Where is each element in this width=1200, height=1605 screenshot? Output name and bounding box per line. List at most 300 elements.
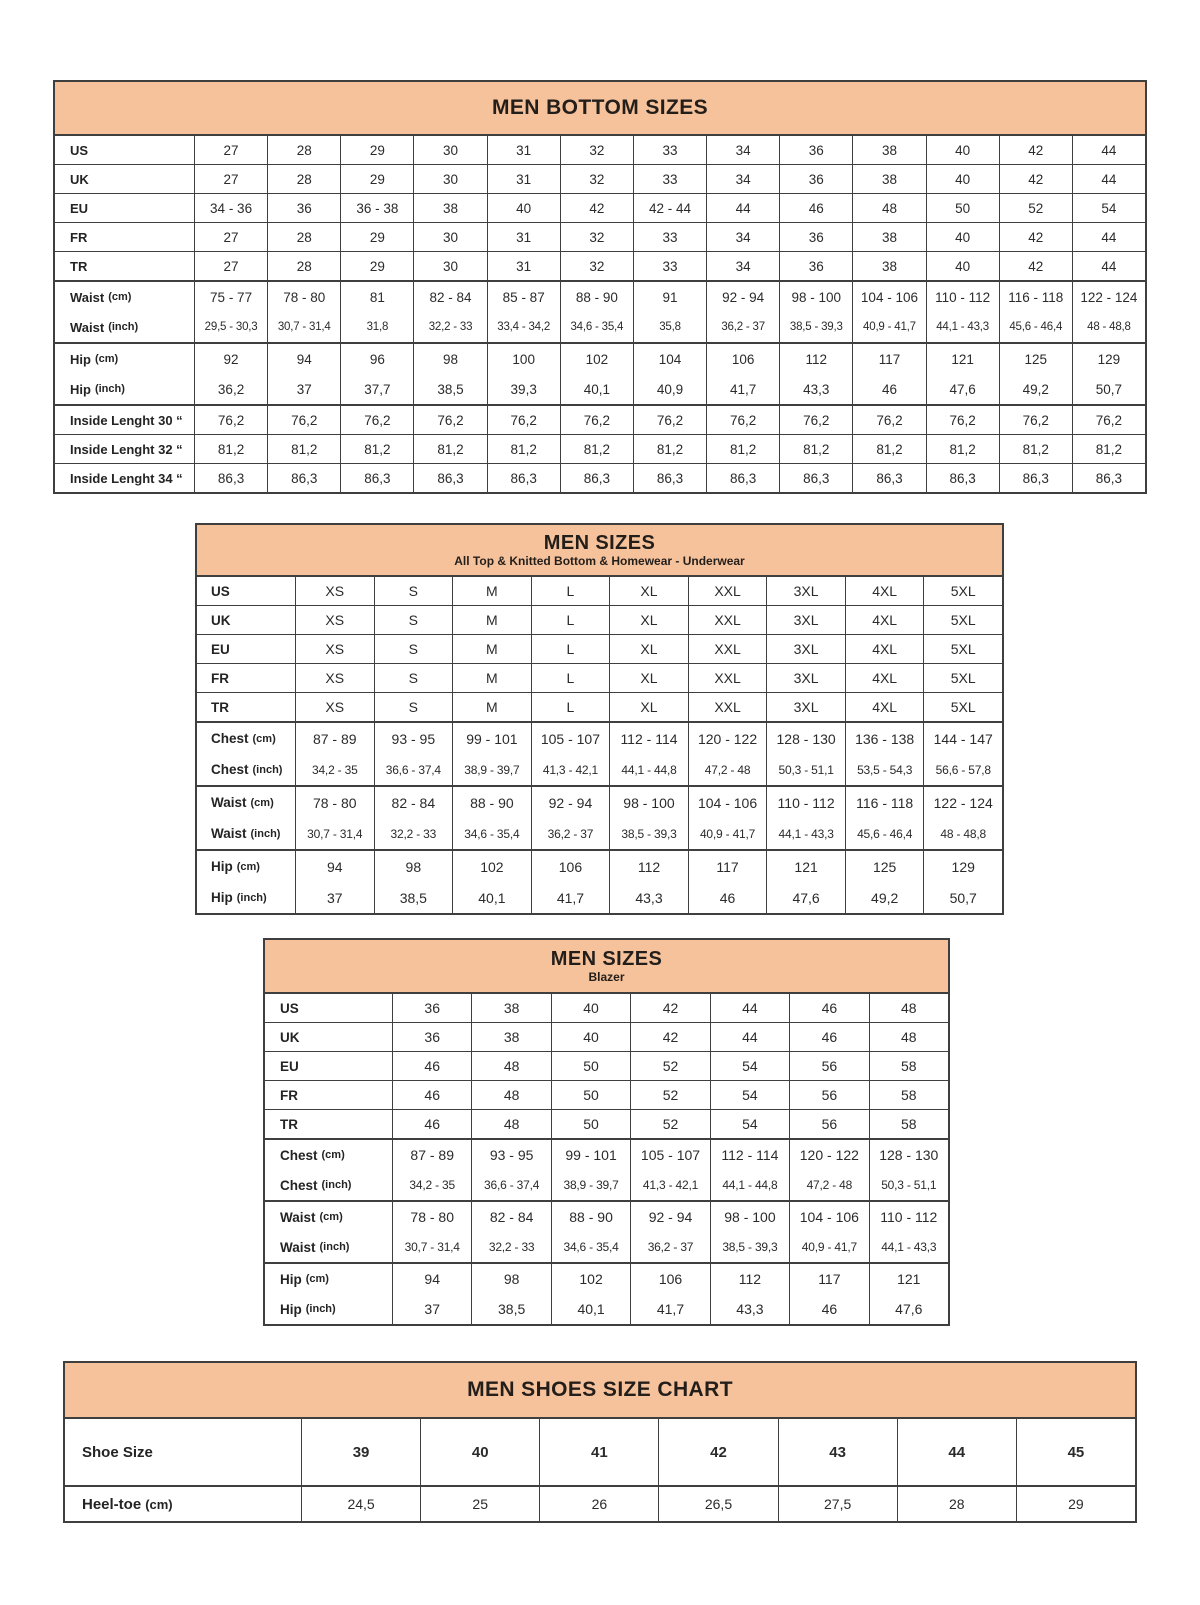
value-cell: 40,1 bbox=[551, 1294, 630, 1324]
value-cell: 125 bbox=[999, 344, 1072, 374]
value-cell: 125 bbox=[845, 851, 924, 882]
value-cell: L bbox=[531, 606, 610, 634]
value-cell: 5XL bbox=[923, 635, 1002, 663]
value-cell: 86,3 bbox=[779, 464, 852, 492]
value-cell: 44 bbox=[710, 1023, 789, 1051]
value-cell: 46 bbox=[392, 1081, 471, 1109]
value-cell: 34 bbox=[706, 136, 779, 164]
value-cell: 86,3 bbox=[1072, 464, 1145, 492]
value-cell: 105 - 107 bbox=[630, 1140, 709, 1170]
value-cell: 44 bbox=[1072, 223, 1145, 251]
value-cell: 33 bbox=[633, 165, 706, 193]
value-cell: 33 bbox=[633, 223, 706, 251]
value-cell: 86,3 bbox=[852, 464, 925, 492]
value-cell: 121 bbox=[926, 344, 999, 374]
value-cell: 31,8 bbox=[340, 312, 413, 342]
value-cell: 3XL bbox=[766, 693, 845, 721]
value-cell: 86,3 bbox=[706, 464, 779, 492]
value-cell: 48 - 48,8 bbox=[1072, 312, 1145, 342]
table-row bbox=[197, 723, 1002, 754]
value-cell: 46 bbox=[789, 994, 868, 1022]
value-cell: 98 bbox=[413, 344, 486, 374]
value-cell: 48 bbox=[852, 194, 925, 222]
value-cell: 104 - 106 bbox=[789, 1202, 868, 1232]
row-label bbox=[197, 818, 295, 849]
value-cell: 44,1 - 43,3 bbox=[766, 818, 845, 849]
value-cell: 106 bbox=[630, 1264, 709, 1294]
value-cell: 38 bbox=[852, 165, 925, 193]
value-cell: 40 bbox=[487, 194, 560, 222]
row-label bbox=[55, 282, 194, 312]
value-cell: 49,2 bbox=[845, 882, 924, 913]
value-cell: 36,2 - 37 bbox=[630, 1232, 709, 1262]
value-cell: 92 bbox=[194, 344, 267, 374]
row-label-text: Waist bbox=[70, 319, 105, 335]
value-cell: 5XL bbox=[923, 693, 1002, 721]
value-cell: 40 bbox=[420, 1419, 539, 1485]
row-label bbox=[65, 1419, 301, 1485]
value-cell: 99 - 101 bbox=[551, 1140, 630, 1170]
row-label bbox=[197, 882, 295, 913]
value-cell: 38,5 bbox=[413, 374, 486, 404]
value-cell: 43,3 bbox=[609, 882, 688, 913]
row-label-text: US bbox=[211, 583, 230, 599]
value-cell: 104 - 106 bbox=[688, 787, 767, 818]
table-body bbox=[55, 136, 1145, 492]
value-cell: 25 bbox=[420, 1487, 539, 1521]
value-cell: 34 bbox=[706, 252, 779, 280]
table-row bbox=[55, 344, 1145, 374]
value-cell: 4XL bbox=[845, 693, 924, 721]
row-label-text: Waist bbox=[211, 795, 247, 810]
value-cell: L bbox=[531, 693, 610, 721]
table-row bbox=[55, 222, 1145, 251]
value-cell: 58 bbox=[869, 1081, 948, 1109]
value-cell: 92 - 94 bbox=[706, 282, 779, 312]
value-cell: 36 bbox=[779, 136, 852, 164]
value-cell: 34,2 - 35 bbox=[295, 754, 374, 785]
row-label bbox=[265, 994, 392, 1022]
value-cell: 76,2 bbox=[779, 406, 852, 434]
value-cell: 36 - 38 bbox=[340, 194, 413, 222]
table-section bbox=[265, 1200, 948, 1262]
row-label-text: Chest bbox=[211, 731, 249, 746]
row-label-text: Hip bbox=[211, 859, 233, 874]
value-cell: 30 bbox=[413, 165, 486, 193]
row-label-text: UK bbox=[211, 612, 231, 628]
value-cell: 30,7 - 31,4 bbox=[392, 1232, 471, 1262]
value-cell: 52 bbox=[999, 194, 1072, 222]
value-cell: 50 bbox=[551, 1110, 630, 1138]
value-cell: 47,2 - 48 bbox=[789, 1170, 868, 1200]
value-cell: 39 bbox=[301, 1419, 420, 1485]
value-cell: 47,6 bbox=[766, 882, 845, 913]
value-cell: 32,2 - 33 bbox=[413, 312, 486, 342]
value-cell: 56,6 - 57,8 bbox=[923, 754, 1002, 785]
table-header bbox=[265, 940, 948, 994]
row-label bbox=[55, 344, 194, 374]
table-row bbox=[265, 1264, 948, 1294]
value-cell: 86,3 bbox=[487, 464, 560, 492]
row-label bbox=[55, 435, 194, 463]
row-label-unit: (cm) bbox=[250, 796, 274, 809]
table-subtitle: All Top & Knitted Bottom & Homewear - Underwear bbox=[454, 553, 745, 568]
value-cell: 56 bbox=[789, 1081, 868, 1109]
row-label bbox=[55, 252, 194, 280]
value-cell: 40,9 - 41,7 bbox=[688, 818, 767, 849]
value-cell: 81,2 bbox=[194, 435, 267, 463]
table-row bbox=[55, 434, 1145, 463]
row-label-text: Hip bbox=[280, 1271, 302, 1287]
table-row bbox=[265, 1170, 948, 1200]
table-title: MEN SHOES SIZE CHART bbox=[467, 1377, 733, 1401]
value-cell: 42 bbox=[999, 136, 1072, 164]
value-cell: 38,9 - 39,7 bbox=[452, 754, 531, 785]
value-cell: 42 bbox=[999, 165, 1072, 193]
value-cell: 30,7 - 31,4 bbox=[295, 818, 374, 849]
row-label bbox=[265, 1264, 392, 1294]
value-cell: 50,7 bbox=[923, 882, 1002, 913]
value-cell: 98 bbox=[471, 1264, 550, 1294]
row-label-unit: (inch) bbox=[321, 1179, 352, 1191]
table-row bbox=[65, 1487, 1135, 1521]
value-cell: 48 bbox=[869, 1023, 948, 1051]
value-cell: 36 bbox=[392, 994, 471, 1022]
row-label-text: FR bbox=[280, 1087, 298, 1103]
value-cell: 47,6 bbox=[926, 374, 999, 404]
value-cell: 112 bbox=[710, 1264, 789, 1294]
value-cell: 3XL bbox=[766, 635, 845, 663]
value-cell: XL bbox=[609, 693, 688, 721]
value-cell: 38 bbox=[852, 136, 925, 164]
value-cell: 27 bbox=[194, 223, 267, 251]
value-cell: 88 - 90 bbox=[551, 1202, 630, 1232]
value-cell: 105 - 107 bbox=[531, 723, 610, 754]
value-cell: 98 - 100 bbox=[779, 282, 852, 312]
value-cell: 31 bbox=[487, 165, 560, 193]
value-cell: 76,2 bbox=[999, 406, 1072, 434]
row-label-unit: (inch) bbox=[236, 891, 267, 904]
value-cell: 82 - 84 bbox=[413, 282, 486, 312]
value-cell: 86,3 bbox=[267, 464, 340, 492]
value-cell: 52 bbox=[630, 1081, 709, 1109]
value-cell: 47,6 bbox=[869, 1294, 948, 1324]
row-label bbox=[55, 136, 194, 164]
value-cell: 3XL bbox=[766, 664, 845, 692]
value-cell: 110 - 112 bbox=[869, 1202, 948, 1232]
value-cell: 128 - 130 bbox=[869, 1140, 948, 1170]
row-label-text: Shoe Size bbox=[82, 1443, 153, 1461]
value-cell: 26,5 bbox=[658, 1487, 777, 1521]
row-label-text: EU bbox=[211, 641, 230, 657]
value-cell: 41,7 bbox=[706, 374, 779, 404]
value-cell: 28 bbox=[267, 252, 340, 280]
value-cell: 100 bbox=[487, 344, 560, 374]
value-cell: 34 - 36 bbox=[194, 194, 267, 222]
value-cell: 98 - 100 bbox=[710, 1202, 789, 1232]
value-cell: 34,6 - 35,4 bbox=[560, 312, 633, 342]
value-cell: 76,2 bbox=[413, 406, 486, 434]
value-cell: 81,2 bbox=[999, 435, 1072, 463]
row-label-text: Hip bbox=[70, 381, 91, 397]
value-cell: 42 bbox=[630, 994, 709, 1022]
value-cell: 54 bbox=[710, 1052, 789, 1080]
value-cell: 29,5 - 30,3 bbox=[194, 312, 267, 342]
value-cell: 106 bbox=[706, 344, 779, 374]
value-cell: 38 bbox=[471, 994, 550, 1022]
value-cell: 81,2 bbox=[633, 435, 706, 463]
value-cell: 46 bbox=[392, 1052, 471, 1080]
value-cell: 56 bbox=[789, 1052, 868, 1080]
table-section bbox=[65, 1419, 1135, 1485]
value-cell: 88 - 90 bbox=[560, 282, 633, 312]
value-cell: 31 bbox=[487, 136, 560, 164]
value-cell: 136 - 138 bbox=[845, 723, 924, 754]
value-cell: 33 bbox=[633, 136, 706, 164]
value-cell: 93 - 95 bbox=[471, 1140, 550, 1170]
value-cell: 38 bbox=[471, 1023, 550, 1051]
value-cell: 46 bbox=[852, 374, 925, 404]
row-label bbox=[55, 194, 194, 222]
value-cell: 50,3 - 51,1 bbox=[869, 1170, 948, 1200]
table-row bbox=[197, 692, 1002, 721]
value-cell: 41,3 - 42,1 bbox=[630, 1170, 709, 1200]
value-cell: 44 bbox=[1072, 136, 1145, 164]
value-cell: 104 - 106 bbox=[852, 282, 925, 312]
value-cell: 122 - 124 bbox=[923, 787, 1002, 818]
value-cell: 32 bbox=[560, 252, 633, 280]
value-cell: 36,2 - 37 bbox=[531, 818, 610, 849]
value-cell: S bbox=[374, 664, 453, 692]
men-sizes-tops-table bbox=[195, 523, 1004, 915]
value-cell: 38,5 bbox=[374, 882, 453, 913]
value-cell: 33,4 - 34,2 bbox=[487, 312, 560, 342]
row-label bbox=[265, 1170, 392, 1200]
row-label-text: Hip bbox=[70, 351, 91, 367]
value-cell: 27 bbox=[194, 252, 267, 280]
value-cell: 40,9 bbox=[633, 374, 706, 404]
value-cell: XS bbox=[295, 693, 374, 721]
value-cell: 102 bbox=[551, 1264, 630, 1294]
value-cell: 46 bbox=[789, 1023, 868, 1051]
table-row bbox=[55, 312, 1145, 342]
row-label-unit: (inch) bbox=[94, 383, 125, 395]
row-label bbox=[55, 165, 194, 193]
row-label bbox=[197, 664, 295, 692]
row-label-unit: (cm) bbox=[252, 732, 276, 745]
value-cell: 34,2 - 35 bbox=[392, 1170, 471, 1200]
value-cell: 30 bbox=[413, 136, 486, 164]
value-cell: 94 bbox=[267, 344, 340, 374]
value-cell: 29 bbox=[340, 252, 413, 280]
value-cell: 3XL bbox=[766, 577, 845, 605]
row-label-text: Waist bbox=[280, 1209, 316, 1225]
value-cell: 28 bbox=[897, 1487, 1016, 1521]
value-cell: 52 bbox=[630, 1052, 709, 1080]
table-row bbox=[197, 663, 1002, 692]
value-cell: 58 bbox=[869, 1052, 948, 1080]
value-cell: 86,3 bbox=[413, 464, 486, 492]
value-cell: 98 - 100 bbox=[609, 787, 688, 818]
table-row bbox=[265, 994, 948, 1022]
row-label-unit: (inch) bbox=[319, 1241, 350, 1253]
men-sizes-blazer-table bbox=[263, 938, 950, 1326]
value-cell: 75 - 77 bbox=[194, 282, 267, 312]
value-cell: 81,2 bbox=[413, 435, 486, 463]
value-cell: 48 bbox=[869, 994, 948, 1022]
value-cell: 94 bbox=[392, 1264, 471, 1294]
table-section bbox=[197, 721, 1002, 785]
table-header bbox=[197, 525, 1002, 577]
table-row bbox=[265, 1140, 948, 1170]
table-section bbox=[265, 1262, 948, 1324]
row-label-text: US bbox=[70, 142, 89, 158]
value-cell: 48 bbox=[471, 1081, 550, 1109]
value-cell: 36 bbox=[267, 194, 340, 222]
table-row bbox=[55, 282, 1145, 312]
value-cell: 32 bbox=[560, 136, 633, 164]
value-cell: 92 - 94 bbox=[630, 1202, 709, 1232]
value-cell: 35,8 bbox=[633, 312, 706, 342]
value-cell: 78 - 80 bbox=[267, 282, 340, 312]
value-cell: S bbox=[374, 693, 453, 721]
value-cell: L bbox=[531, 577, 610, 605]
value-cell: M bbox=[452, 664, 531, 692]
row-label-text: Heel-toe bbox=[82, 1495, 142, 1513]
value-cell: 42 bbox=[999, 252, 1072, 280]
row-label-text: TR bbox=[280, 1116, 298, 1132]
value-cell: S bbox=[374, 635, 453, 663]
row-label-text: TR bbox=[70, 258, 88, 274]
value-cell: 4XL bbox=[845, 635, 924, 663]
value-cell: XS bbox=[295, 664, 374, 692]
row-label bbox=[55, 312, 194, 342]
row-label-text: Hip bbox=[211, 890, 233, 905]
value-cell: 122 - 124 bbox=[1072, 282, 1145, 312]
value-cell: 29 bbox=[340, 136, 413, 164]
value-cell: 48 bbox=[471, 1110, 550, 1138]
value-cell: 41,7 bbox=[531, 882, 610, 913]
value-cell: 40 bbox=[926, 165, 999, 193]
table-row bbox=[197, 605, 1002, 634]
value-cell: 50 bbox=[551, 1052, 630, 1080]
value-cell: XL bbox=[609, 635, 688, 663]
value-cell: 82 - 84 bbox=[374, 787, 453, 818]
value-cell: 104 bbox=[633, 344, 706, 374]
row-label-unit: (cm) bbox=[319, 1211, 343, 1223]
row-label bbox=[265, 1052, 392, 1080]
value-cell: 47,2 - 48 bbox=[688, 754, 767, 785]
value-cell: 36 bbox=[779, 223, 852, 251]
value-cell: L bbox=[531, 664, 610, 692]
value-cell: 110 - 112 bbox=[766, 787, 845, 818]
value-cell: 102 bbox=[452, 851, 531, 882]
table-title: MEN SIZES bbox=[550, 947, 663, 970]
value-cell: 38,5 - 39,3 bbox=[779, 312, 852, 342]
row-label bbox=[55, 374, 194, 404]
value-cell: 30,7 - 31,4 bbox=[267, 312, 340, 342]
value-cell: 76,2 bbox=[267, 406, 340, 434]
value-cell: 85 - 87 bbox=[487, 282, 560, 312]
table-row bbox=[55, 136, 1145, 164]
value-cell: 38 bbox=[852, 223, 925, 251]
value-cell: 96 bbox=[340, 344, 413, 374]
value-cell: 41 bbox=[539, 1419, 658, 1485]
row-label-unit: (cm) bbox=[108, 291, 132, 303]
value-cell: 36,2 bbox=[194, 374, 267, 404]
value-cell: 31 bbox=[487, 252, 560, 280]
table-section bbox=[55, 136, 1145, 280]
value-cell: 102 bbox=[560, 344, 633, 374]
value-cell: 128 - 130 bbox=[766, 723, 845, 754]
value-cell: 43,3 bbox=[710, 1294, 789, 1324]
value-cell: 34 bbox=[706, 223, 779, 251]
value-cell: 144 - 147 bbox=[923, 723, 1002, 754]
row-label-text: UK bbox=[70, 171, 89, 187]
value-cell: 30 bbox=[413, 252, 486, 280]
value-cell: 44 bbox=[897, 1419, 1016, 1485]
row-label-text: Hip bbox=[280, 1301, 302, 1317]
value-cell: XXL bbox=[688, 635, 767, 663]
row-label bbox=[55, 464, 194, 492]
value-cell: 81,2 bbox=[706, 435, 779, 463]
value-cell: 3XL bbox=[766, 606, 845, 634]
value-cell: 81,2 bbox=[926, 435, 999, 463]
table-row bbox=[197, 818, 1002, 849]
value-cell: 37,7 bbox=[340, 374, 413, 404]
value-cell: 93 - 95 bbox=[374, 723, 453, 754]
value-cell: 40,1 bbox=[560, 374, 633, 404]
value-cell: 112 bbox=[609, 851, 688, 882]
table-row bbox=[197, 754, 1002, 785]
value-cell: XXL bbox=[688, 577, 767, 605]
value-cell: 34,6 - 35,4 bbox=[551, 1232, 630, 1262]
value-cell: 31 bbox=[487, 223, 560, 251]
value-cell: 5XL bbox=[923, 577, 1002, 605]
value-cell: 76,2 bbox=[560, 406, 633, 434]
row-label bbox=[197, 606, 295, 634]
value-cell: 42 bbox=[999, 223, 1072, 251]
value-cell: 29 bbox=[1016, 1487, 1135, 1521]
value-cell: 41,3 - 42,1 bbox=[531, 754, 610, 785]
value-cell: 76,2 bbox=[852, 406, 925, 434]
row-label bbox=[265, 1081, 392, 1109]
value-cell: 29 bbox=[340, 165, 413, 193]
value-cell: 46 bbox=[688, 882, 767, 913]
row-label-text: TR bbox=[211, 699, 229, 715]
row-label bbox=[55, 223, 194, 251]
row-label-unit: (cm) bbox=[145, 1496, 173, 1512]
value-cell: 117 bbox=[789, 1264, 868, 1294]
value-cell: 37 bbox=[295, 882, 374, 913]
value-cell: 32 bbox=[560, 165, 633, 193]
table-body bbox=[65, 1419, 1135, 1521]
value-cell: 54 bbox=[1072, 194, 1145, 222]
value-cell: XL bbox=[609, 606, 688, 634]
value-cell: 78 - 80 bbox=[295, 787, 374, 818]
value-cell: 110 - 112 bbox=[926, 282, 999, 312]
value-cell: XXL bbox=[688, 664, 767, 692]
value-cell: 54 bbox=[710, 1081, 789, 1109]
value-cell: M bbox=[452, 635, 531, 663]
value-cell: 37 bbox=[267, 374, 340, 404]
value-cell: XXL bbox=[688, 693, 767, 721]
row-label-text: UK bbox=[280, 1029, 300, 1045]
value-cell: 86,3 bbox=[926, 464, 999, 492]
value-cell: 117 bbox=[852, 344, 925, 374]
row-label-text: Inside Lenght 30 “ bbox=[70, 412, 183, 428]
value-cell: 36 bbox=[392, 1023, 471, 1051]
